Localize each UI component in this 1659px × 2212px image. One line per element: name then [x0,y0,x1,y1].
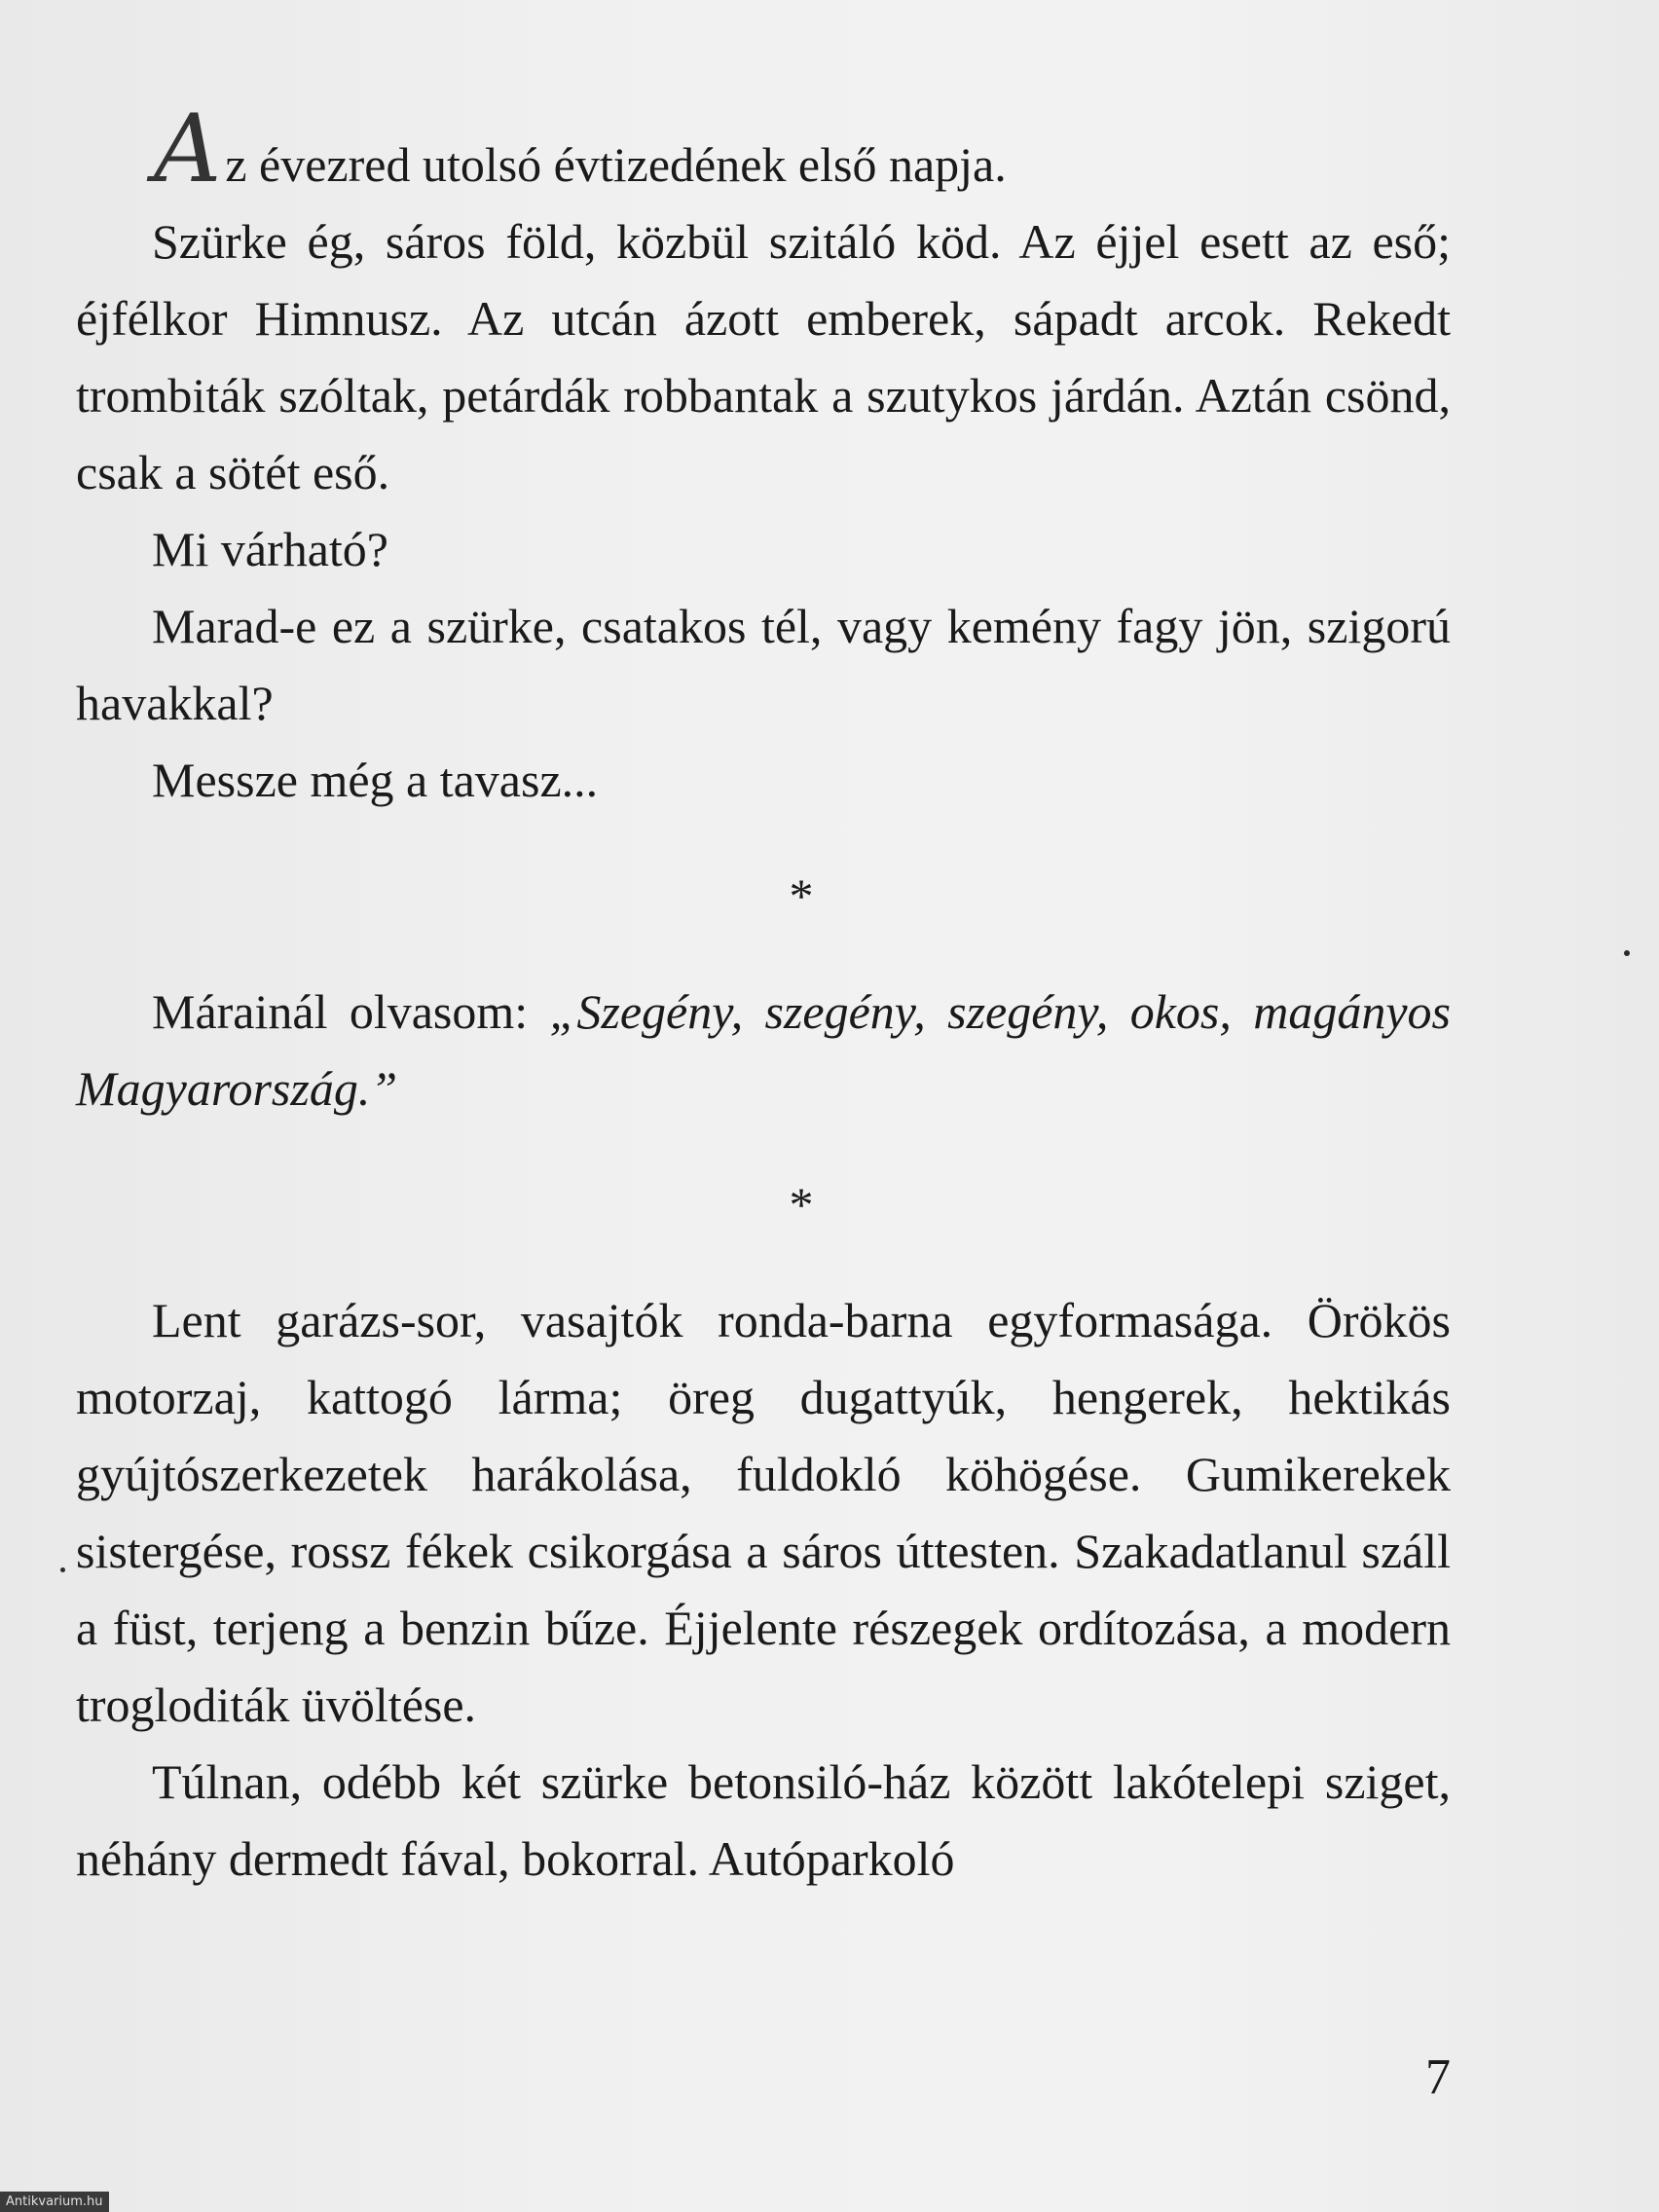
paragraph: Túlnan, odébb két szürke betonsiló-ház között lakótelepi sziget, néhány dermedt fával, bokorral. Autóparkoló [76,1754,1451,1886]
paragraph: Lent garázs-sor, vasajtók ronda-barna egyformasága. Örökös motorzaj, kattogó lárma; öreg dugattyúk, hengerek, hektikás gyújtószerkezetek harákolása, fuldokló köhögése. Gumikerekek sistergése, rossz fékek csikorgása a sáros úttesten. Szakadatlanul száll a füst, terjeng a benzin bűze. Éjjelente részegek ordítozása, a modern trogloditák üvöltése. [76,1293,1451,1732]
spacer [76,819,1451,858]
quote-paragraph [76,974,1451,1127]
paragraph-text: z évezred utolsó évtizedének első napja. [225,137,1007,192]
page-number: 7 [1425,2049,1451,2105]
quote-text: „Szegény, szegény, szegény, okos, magányos Magyarország.” [76,984,1451,1116]
quote-intro: Márainál olvasom: [152,984,550,1039]
spacer [76,1127,1451,1166]
section-separator: * [789,868,814,923]
paragraph-opening [76,94,1451,203]
section-separator: * [789,1177,814,1232]
paragraph: Messze még a tavasz... [152,753,599,807]
paragraph: Szürke ég, sáros föld, közbül szitáló köd. Az éjjel esett az eső; éjfélkor Himnusz. Az utcán ázott emberek, sápadt arcok. Rekedt trombiták szóltak, petárdák robbantak a szutykos járdán. Aztán csönd, csak a sötét eső. [76,214,1451,499]
speck [60,1567,65,1572]
watermark-label: Antikvarium.hu [0,2192,109,2212]
spacer [76,1243,1451,1282]
page-text [76,94,1451,1898]
paragraph: Marad-e ez a szürke, csatakos tél, vagy kemény fagy jön, szigorú havakkal? [76,599,1451,730]
speck [1624,950,1630,956]
spacer [76,935,1451,974]
paragraph: Mi várható? [152,522,388,576]
drop-cap: A [154,94,222,203]
